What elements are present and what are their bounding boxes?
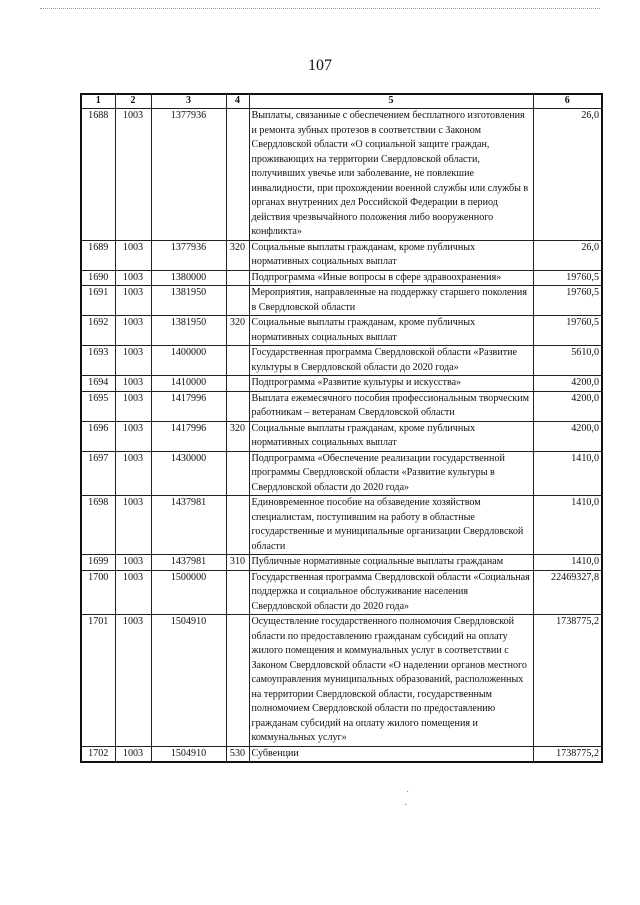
table-row	[81, 746, 602, 762]
table-cell: Выплата ежемесячного пособия профессиональным творческим работникам – ветеранам Свердловской области	[249, 391, 533, 421]
table-cell: 1410,0	[533, 496, 602, 555]
table-cell: 1690	[81, 270, 115, 286]
table-row	[81, 451, 602, 496]
table-cell: 1702	[81, 746, 115, 762]
table-header-row	[81, 94, 602, 109]
table-cell: 320	[226, 316, 249, 346]
table-row	[81, 240, 602, 270]
table-cell: 1504910	[151, 746, 226, 762]
table-cell: 1695	[81, 391, 115, 421]
table-row	[81, 615, 602, 747]
table-cell: 1694	[81, 376, 115, 392]
table-row	[81, 496, 602, 555]
table-cell: 1738775,2	[533, 746, 602, 762]
budget-table	[80, 93, 603, 763]
table-cell: 1003	[115, 240, 151, 270]
table-row	[81, 286, 602, 316]
column-header: 4	[226, 94, 249, 109]
table-cell: 19760,5	[533, 316, 602, 346]
table-cell: 26,0	[533, 109, 602, 241]
table-cell: 1701	[81, 615, 115, 747]
column-header: 6	[533, 94, 602, 109]
table-row	[81, 270, 602, 286]
table-cell: 1692	[81, 316, 115, 346]
table-cell: 1003	[115, 746, 151, 762]
table-row	[81, 376, 602, 392]
table-cell	[226, 109, 249, 241]
table-cell: Выплаты, связанные с обеспечением бесплатного изготовления и ремонта зубных протезов в соответствии с Законом Свердловской области «О социальной защите граждан, проживающих на территории Свердловской области, получивших увечье или заболевание, не повлекшие инвалидности, при прохождении военной службы или службы в органах внутренних дел Российской Федерации в период действия чрезвычайного положения либо вооруженного конфликта»	[249, 109, 533, 241]
table-cell: 1738775,2	[533, 615, 602, 747]
table-cell: Мероприятия, направленные на поддержку старшего поколения в Свердловской области	[249, 286, 533, 316]
table-cell: Подпрограмма «Обеспечение реализации государственной программы Свердловской области «Развитие культуры в Свердловской области до 2020 года»	[249, 451, 533, 496]
table-cell: 1003	[115, 316, 151, 346]
table-cell: 1437981	[151, 496, 226, 555]
table-cell: 1430000	[151, 451, 226, 496]
table-cell: Подпрограмма «Иные вопросы в сфере здравоохранения»	[249, 270, 533, 286]
table-cell: 1700	[81, 570, 115, 615]
column-header: 5	[249, 94, 533, 109]
table-row	[81, 570, 602, 615]
table-cell: Осуществление государственного полномочия Свердловской области по предоставлению гражданам субсидий на оплату жилого помещения и коммунальных услуг в соответствии с Законом Свердловской области «О наделении органов местного самоуправления муниципальных образований, расположенных на территории Свердловской области, государственным полномочием Свердловской области по предоставлению гражданам субсидий на оплату жилого помещения и коммунальных услуг»	[249, 615, 533, 747]
table-row	[81, 346, 602, 376]
table-cell: Социальные выплаты гражданам, кроме публичных нормативных социальных выплат	[249, 316, 533, 346]
table-row	[81, 316, 602, 346]
table-cell	[226, 346, 249, 376]
table-cell	[226, 391, 249, 421]
table-cell: 1381950	[151, 316, 226, 346]
table-cell: 4200,0	[533, 421, 602, 451]
table-cell: 1400000	[151, 346, 226, 376]
table-cell: 1691	[81, 286, 115, 316]
table-cell: 310	[226, 555, 249, 571]
table-cell: 1410000	[151, 376, 226, 392]
table-cell	[226, 451, 249, 496]
scan-mark: ·	[406, 787, 410, 798]
table-cell: 1003	[115, 391, 151, 421]
table-cell: 5610,0	[533, 346, 602, 376]
table-cell: 1377936	[151, 240, 226, 270]
table-cell: 1381950	[151, 286, 226, 316]
column-header: 2	[115, 94, 151, 109]
table-row	[81, 555, 602, 571]
table-cell: Публичные нормативные социальные выплаты гражданам	[249, 555, 533, 571]
table-cell	[226, 496, 249, 555]
table-cell: 4200,0	[533, 376, 602, 392]
table-cell: 1003	[115, 421, 151, 451]
table-cell: 1696	[81, 421, 115, 451]
table-cell: Социальные выплаты гражданам, кроме публичных нормативных социальных выплат	[249, 421, 533, 451]
table-cell: 1689	[81, 240, 115, 270]
table-cell: 1697	[81, 451, 115, 496]
table-cell	[226, 286, 249, 316]
table-cell: 1377936	[151, 109, 226, 241]
table-cell: 1437981	[151, 555, 226, 571]
table-cell: 1003	[115, 376, 151, 392]
table-cell: 1003	[115, 555, 151, 571]
table-cell: 1003	[115, 496, 151, 555]
table-cell: 530	[226, 746, 249, 762]
table-cell: 1003	[115, 346, 151, 376]
table-cell	[226, 570, 249, 615]
table-cell: Субвенции	[249, 746, 533, 762]
table-cell: 1003	[115, 615, 151, 747]
scan-top-edge	[40, 8, 600, 9]
table-cell: 1003	[115, 270, 151, 286]
table-cell: 1410,0	[533, 555, 602, 571]
table-cell: 19760,5	[533, 286, 602, 316]
table-cell: Подпрограмма «Развитие культуры и искусства»	[249, 376, 533, 392]
table-cell: 320	[226, 421, 249, 451]
table-cell: 1688	[81, 109, 115, 241]
table-cell: Социальные выплаты гражданам, кроме публичных нормативных социальных выплат	[249, 240, 533, 270]
table-cell: 4200,0	[533, 391, 602, 421]
column-header: 1	[81, 94, 115, 109]
table-cell: 1500000	[151, 570, 226, 615]
table-row	[81, 421, 602, 451]
table-cell: 1410,0	[533, 451, 602, 496]
table-cell	[226, 376, 249, 392]
table-cell	[226, 615, 249, 747]
table-cell: 19760,5	[533, 270, 602, 286]
table-cell: 320	[226, 240, 249, 270]
table-cell: 1003	[115, 109, 151, 241]
table-cell: Государственная программа Свердловской области «Развитие культуры в Свердловской области до 2020 года»	[249, 346, 533, 376]
table-cell: 1693	[81, 346, 115, 376]
table-cell: Единовременное пособие на обзаведение хозяйством специалистам, поступившим на работу в областные государственные и муниципальные организации Свердловской области	[249, 496, 533, 555]
table-cell: 22469327,8	[533, 570, 602, 615]
table-row	[81, 391, 602, 421]
table-cell: Государственная программа Свердловской области «Социальная поддержка и социальное обслуживание населения Свердловской области до 2020 года»	[249, 570, 533, 615]
column-header: 3	[151, 94, 226, 109]
scan-mark: ·	[404, 800, 408, 811]
table-row	[81, 109, 602, 241]
table-cell: 1698	[81, 496, 115, 555]
table-cell	[226, 270, 249, 286]
table-cell: 1699	[81, 555, 115, 571]
table-cell: 1504910	[151, 615, 226, 747]
table-cell: 1003	[115, 451, 151, 496]
table-cell: 1417996	[151, 391, 226, 421]
table-cell: 1003	[115, 570, 151, 615]
table-cell: 1380000	[151, 270, 226, 286]
page-number: 107	[308, 57, 332, 74]
table-cell: 1417996	[151, 421, 226, 451]
table-cell: 26,0	[533, 240, 602, 270]
table-cell: 1003	[115, 286, 151, 316]
